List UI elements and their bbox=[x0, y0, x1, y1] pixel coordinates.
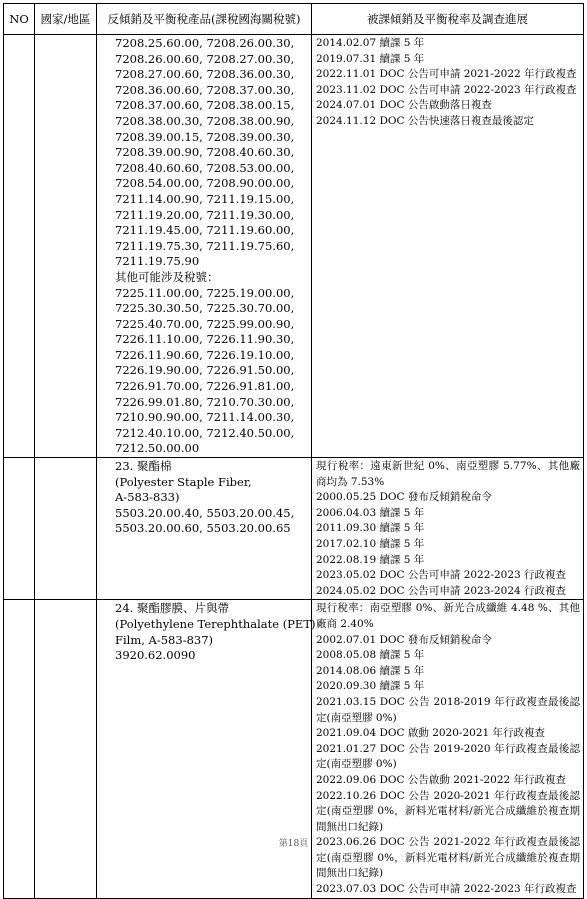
cell-text-line: 7212.50.00.00 bbox=[115, 441, 200, 456]
cell-text-line: 2000.05.25 DOC 發布反傾銷稅命令 bbox=[316, 491, 492, 504]
table-row bbox=[4, 35, 584, 458]
product-cell bbox=[97, 458, 312, 600]
header-country: 國家/地區 bbox=[35, 4, 97, 35]
country-cell bbox=[35, 600, 97, 898]
cell-text-line: 7225.40.70.00, 7225.99.00.90, bbox=[115, 316, 295, 331]
header-no: NO bbox=[4, 4, 35, 35]
country-cell bbox=[35, 35, 97, 458]
cell-text-line: 2024.11.12 DOC 公告快速落日複查最後認定 bbox=[316, 114, 534, 127]
cell-text-line: 2022.08.19 續課 5 年 bbox=[316, 553, 425, 566]
header-progress: 被課傾銷及平衡稅率及調查進展 bbox=[312, 4, 584, 35]
cell-text-line: 7226.91.70.00, 7226.91.81.00, bbox=[115, 379, 295, 394]
cell-text-line: 2023.11.02 DOC 公告可申請 2022-2023 年行政複查 bbox=[316, 83, 577, 96]
no-cell bbox=[4, 35, 35, 458]
table-header-row bbox=[4, 4, 584, 35]
progress-cell bbox=[312, 600, 584, 898]
cell-text-line: 7225.11.00.00, 7225.19.00.00, bbox=[115, 285, 295, 300]
cell-text-line: 7208.39.00.15, 7208.39.00.30, bbox=[115, 129, 295, 144]
cell-text-line: 2023.06.26 DOC 公告 2021-2022 年行政複查最後認定(南亞塑膠 0%，新料光電材料/新光合成纖維於複查期間無出口紀錄) bbox=[316, 836, 580, 880]
trade-remedy-table bbox=[3, 3, 584, 899]
cell-text-line: 7211.19.20.00, 7211.19.30.00, bbox=[115, 207, 295, 222]
cell-text-line: (Polyester Staple Fiber, bbox=[115, 474, 252, 489]
product-cell bbox=[97, 600, 316, 898]
cell-text-line: 7226.11.90.60, 7226.19.10.00, bbox=[115, 347, 295, 362]
cell-text-line: 23. 聚酯棉 bbox=[115, 459, 172, 474]
cell-text-line: A-583-833) bbox=[115, 490, 180, 505]
cell-text-line: 7208.38.00.30, 7208.38.00.90, bbox=[115, 113, 295, 128]
cell-text-line: 2002.07.01 DOC 發布反傾銷稅命令 bbox=[316, 633, 492, 646]
progress-cell bbox=[312, 35, 584, 458]
no-cell bbox=[4, 600, 35, 898]
cell-text-line: 5503.20.00.40, 5503.20.00.45, bbox=[115, 505, 295, 520]
cell-text-line: 2011.09.30 續課 5 年 bbox=[316, 522, 425, 535]
product-cell bbox=[97, 35, 312, 458]
header-product: 反傾銷及平衡稅產品(課稅國海關稅號) bbox=[97, 4, 312, 35]
cell-text-line: 2008.05.08 續課 5 年 bbox=[316, 649, 425, 662]
cell-text-line: 2021.09.04 DOC 啟動 2020-2021 年行政複查 bbox=[316, 727, 546, 740]
cell-text-line: 2021.01.27 DOC 公告 2019-2020 年行政複查最後認定(南亞塑膠 0%) bbox=[316, 742, 580, 771]
cell-text-line: 7211.19.45.00, 7211.19.60.00, bbox=[115, 223, 295, 238]
cell-text-line: 7226.11.10.00, 7226.11.90.30, bbox=[115, 332, 295, 347]
cell-text-line: 7211.14.00.90, 7211.19.15.00, bbox=[115, 191, 295, 206]
cell-text-line: 7208.25.60.00, 7208.26.00.30, bbox=[115, 36, 295, 50]
cell-text-line: 2023.05.02 DOC 公告可申請 2022-2023 行政複查 bbox=[316, 569, 567, 582]
cell-text-line: 2022.11.01 DOC 公告可申請 2021-2022 年行政複查 bbox=[316, 68, 577, 81]
table-row bbox=[4, 458, 584, 600]
cell-text-line: 2020.09.30 續課 5 年 bbox=[316, 680, 425, 693]
cell-text-line: 2014.02.07 續課 5 年 bbox=[316, 37, 425, 49]
table-row bbox=[4, 600, 584, 898]
cell-text-line: 7212.40.10.00, 7212.40.50.00, bbox=[115, 425, 295, 440]
cell-text-line: 其他可能涉及稅號： bbox=[115, 269, 219, 284]
cell-text-line: 7208.54.00.00, 7208.90.00.00, bbox=[115, 176, 295, 191]
no-cell bbox=[4, 458, 35, 600]
cell-text-line: 7208.37.00.60, 7208.38.00.15, bbox=[115, 98, 295, 113]
cell-text-line: 7208.40.60.60, 7208.53.00.00, bbox=[115, 160, 295, 175]
progress-cell bbox=[312, 458, 584, 600]
cell-text-line: 7208.26.00.60, 7208.27.00.30, bbox=[115, 51, 295, 66]
cell-text-line: Film, A-583-837) bbox=[115, 632, 214, 647]
cell-text-line: 7208.36.00.60, 7208.37.00.30, bbox=[115, 82, 295, 97]
cell-text-line: 2019.07.31 續課 5 年 bbox=[316, 52, 425, 65]
page-number: 第18頁 bbox=[278, 839, 309, 849]
cell-text-line: 現行稅率：遠東新世紀 0%、南亞塑膠 5.77%、其他廠商均為 7.53% bbox=[316, 460, 580, 488]
cell-text-line: 7211.19.75.90 bbox=[115, 254, 200, 269]
cell-text-line: 2021.03.15 DOC 公告 2018-2019 年行政複查最後認定(南亞塑膠 0%) bbox=[316, 695, 580, 724]
country-cell bbox=[35, 458, 97, 600]
cell-text-line: 現行稅率：南亞塑膠 0%、新光合成纖維 4.48 %、其他廠商 2.40% bbox=[316, 602, 580, 630]
cell-text-line: 3920.62.0090 bbox=[115, 648, 196, 663]
cell-text-line: 7208.39.00.90, 7208.40.60.30, bbox=[115, 145, 295, 160]
cell-text-line: 2022.09.06 DOC 公告啟動 2021-2022 年行政複查 bbox=[316, 773, 567, 786]
cell-text-line: (Polyethylene Terephthalate (PET) bbox=[115, 616, 316, 631]
cell-text-line: 2014.08.06 續課 5 年 bbox=[316, 664, 425, 677]
cell-text-line: 7226.99.01.80, 7210.70.30.00, bbox=[115, 394, 295, 409]
cell-text-line: 24. 聚酯膠膜、片與帶 bbox=[115, 601, 229, 616]
cell-text-line: 7210.90.90.00, 7211.14.00.30, bbox=[115, 410, 295, 425]
cell-text-line: 7211.19.75.30, 7211.19.75.60, bbox=[115, 238, 295, 253]
cell-text-line: 2024.05.02 DOC 公告可申請 2023-2024 行政複查 bbox=[316, 584, 567, 597]
cell-text-line: 2024.07.01 DOC 公告啟動落日複查 bbox=[316, 99, 492, 112]
cell-text-line: 7225.30.30.50, 7225.30.70.00, bbox=[115, 301, 295, 316]
cell-text-line: 2023.07.03 DOC 公告可申請 2022-2023 年行政複查 bbox=[316, 883, 577, 896]
cell-text-line: 2017.02.10 續課 5 年 bbox=[316, 538, 425, 550]
cell-text-line: 2006.04.03 續課 5 年 bbox=[316, 506, 425, 519]
cell-text-line: 7208.27.00.60, 7208.36.00.30, bbox=[115, 67, 295, 82]
cell-text-line: 5503.20.00.60, 5503.20.00.65 bbox=[115, 521, 291, 536]
cell-text-line: 7226.19.90.00, 7226.91.50.00, bbox=[115, 363, 295, 378]
cell-text-line: 2022.10.26 DOC 公告 2020-2021 年行政複查最後認定(南亞塑膠 0%，新料光電材料/新光合成纖維於複查期間無出口紀錄) bbox=[316, 789, 580, 833]
